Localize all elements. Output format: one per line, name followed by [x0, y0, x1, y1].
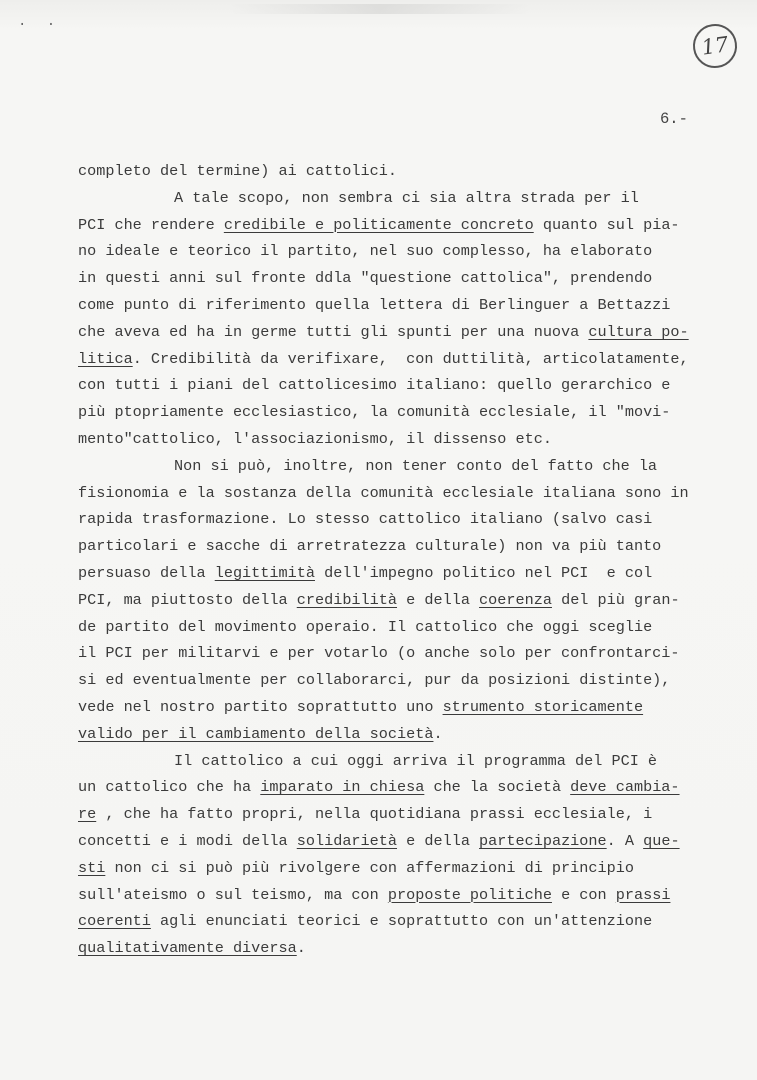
text-line-4 — [78, 238, 718, 265]
text-line-25 — [78, 801, 718, 828]
text-line-1 — [78, 158, 718, 185]
underlined-phrase: partecipazione — [479, 831, 607, 850]
text-segment: fisionomia e la sostanza della comunità ecclesiale italiana sono in — [78, 483, 689, 502]
text-segment: concetti e i modi della — [78, 831, 297, 850]
text-line-29 — [78, 908, 718, 935]
text-segment: un cattolico che ha — [78, 778, 261, 797]
text-line-6 — [78, 292, 718, 319]
corner-marks: . . — [18, 14, 62, 30]
text-segment: più ptopriamente ecclesiastico, la comunità ecclesiale, il "movi- — [78, 403, 671, 422]
text-segment: PCI, ma piuttosto della — [78, 590, 297, 609]
underlined-phrase: legittimità — [214, 563, 315, 582]
archive-stamp: 17 — [690, 21, 740, 71]
underlined-phrase: qualitativamente diversa — [78, 939, 297, 958]
text-segment: vede nel nostro partito soprattutto uno — [78, 697, 443, 716]
underlined-phrase: credibile e politicamente concreto — [223, 215, 534, 234]
scan-smudge — [230, 4, 530, 14]
text-line-22 — [78, 721, 718, 748]
text-segment: Il cattolico a cui oggi arriva il programma del PCI è — [174, 751, 658, 770]
text-line-24 — [78, 774, 718, 801]
text-segment: e della — [397, 590, 480, 609]
text-line-13 — [78, 480, 718, 507]
text-segment: sull'ateismo o sul teismo, ma con — [78, 885, 388, 904]
text-segment: con tutti i piani del cattolicesimo italiano: quello gerarchico e — [78, 376, 671, 395]
text-line-21 — [78, 694, 718, 721]
text-segment: A tale scopo, non sembra ci sia altra strada per il — [174, 188, 639, 207]
text-segment: mento"cattolico, l'associazionismo, il dissenso etc. — [78, 429, 552, 448]
text-line-20 — [78, 667, 718, 694]
underlined-phrase: re — [78, 805, 97, 824]
underlined-phrase: imparato in chiesa — [260, 778, 425, 797]
underlined-phrase: valido per il cambiamento della società — [78, 724, 434, 743]
text-line-27 — [78, 855, 718, 882]
underlined-phrase: litica — [78, 349, 133, 368]
text-segment: in questi anni sul fronte ddla "questione cattolica", prendendo — [78, 269, 653, 288]
text-segment: persuaso della — [78, 563, 215, 582]
text-segment: de partito del movimento operaio. Il cattolico che oggi sceglie — [78, 617, 653, 636]
text-segment: come punto di riferimento quella lettera di Berlinguer a Bettazzi — [78, 295, 671, 314]
text-segment: quanto sul pia- — [533, 215, 680, 234]
text-segment: . A — [606, 831, 644, 850]
underlined-phrase: coerenza — [479, 590, 552, 609]
text-line-28 — [78, 882, 718, 909]
underlined-phrase: sti — [78, 858, 106, 877]
page-number: 6.- — [660, 110, 688, 128]
text-segment: del più gran- — [551, 590, 680, 609]
underlined-phrase: strumento storicamente — [442, 697, 644, 716]
text-segment: dell'impegno politico nel PCI e col — [314, 563, 653, 582]
text-line-9 — [78, 372, 718, 399]
underlined-phrase: coerenti — [78, 912, 151, 931]
text-segment: . — [433, 724, 443, 743]
text-segment: che aveva ed ha in germe tutti gli spunti per una nuova — [78, 322, 589, 341]
text-line-2 — [78, 185, 718, 212]
text-line-3 — [78, 212, 718, 239]
underlined-phrase: solidarietà — [296, 831, 398, 850]
text-line-15 — [78, 533, 718, 560]
text-segment: . Credibilità da verifixare, con duttilità, articolatamente, — [132, 349, 689, 368]
text-line-18 — [78, 614, 718, 641]
text-segment: completo del termine) ai cattolici. — [78, 162, 397, 180]
text-line-7 — [78, 319, 718, 346]
underlined-phrase: proposte politiche — [387, 885, 552, 904]
text-segment: rapida trasformazione. Lo stesso cattolico italiano (salvo casi — [78, 510, 653, 529]
text-segment: particolari e sacche di arretratezza culturale) non va più tanto — [78, 537, 662, 556]
text-segment: , che ha fatto propri, nella quotidiana prassi ecclesiale, i — [96, 805, 653, 824]
underlined-phrase: que- — [643, 831, 680, 850]
text-line-23 — [78, 748, 718, 775]
underlined-phrase: credibilità — [296, 590, 398, 609]
text-line-30 — [78, 935, 718, 962]
underlined-phrase: cultura po- — [588, 322, 689, 341]
text-segment: non ci si può più rivolgere con affermazioni di principio — [105, 858, 634, 877]
text-line-5 — [78, 265, 718, 292]
text-line-26 — [78, 828, 718, 855]
text-segment: e con — [551, 885, 616, 904]
typewritten-body — [78, 158, 718, 962]
text-segment: agli enunciati teorici e soprattutto con un'attenzione — [150, 912, 653, 931]
text-line-16 — [78, 560, 718, 587]
underlined-phrase: prassi — [615, 885, 671, 904]
text-segment: PCI che rendere — [78, 215, 224, 234]
text-line-12 — [78, 453, 718, 480]
text-segment: no ideale e teorico il partito, nel suo complesso, ha elaborato — [78, 242, 653, 261]
text-line-10 — [78, 399, 718, 426]
underlined-phrase: deve cambia- — [570, 778, 680, 797]
text-line-14 — [78, 506, 718, 533]
text-segment: che la società — [424, 778, 571, 797]
text-segment: Non si può, inoltre, non tener conto del fatto che la — [174, 456, 658, 475]
text-line-11 — [78, 426, 718, 453]
text-segment: il PCI per militarvi e per votarlo (o anche solo per confrontarci- — [78, 644, 680, 663]
text-line-8 — [78, 346, 718, 373]
text-line-19 — [78, 640, 718, 667]
text-segment: si ed eventualmente per collaborarci, pur da posizioni distinte), — [78, 671, 671, 690]
text-line-17 — [78, 587, 718, 614]
text-segment: e della — [397, 831, 480, 850]
text-segment: . — [296, 939, 306, 958]
